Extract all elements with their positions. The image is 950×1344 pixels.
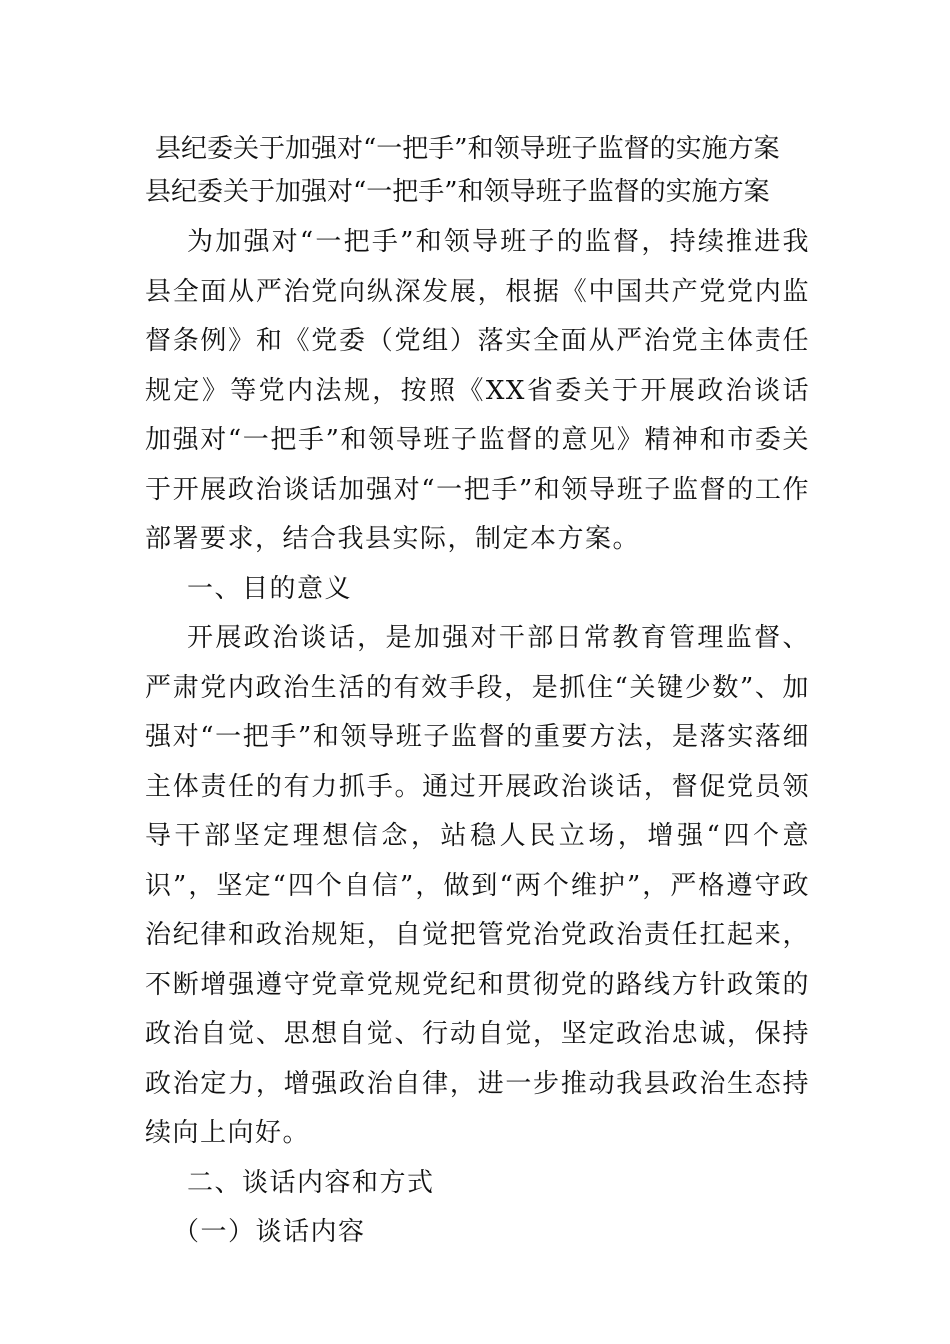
intro-paragraph: 为加强对“一把手”和领导班子的监督，持续推进我县全面从严治党向纵深发展，根据《中国共产党党内监督条例》和《党委（党组）落实全面从严治党主体责任规定》等党内法规，按照《XX省委关于开展政治谈话加强对“一把手”和领导班子监督的意见》精神和市委关于开展政治谈话加强对“一把手”和领导班子监督的工作部署要求，结合我县实际，制定本方案。 <box>145 227 810 554</box>
purpose-paragraph: 开展政治谈话，是加强对干部日常教育管理监督、严肃党内政治生活的有效手段，是抓住“关键少数”、加强对“一把手”和领导班子监督的重要方法，是落实落细主体责任的有力抓手。通过开展政治谈话，督促党员领导干部坚定理想信念，站稳人民立场，增强“四个意识”，坚定“四个自信”，做到“两个维护”，严格遵守政治纪律和政治规矩，自觉把管党治党政治责任扛起来，不断增强遵守党章党规党纪和贯彻党的路线方针政策的政治自觉、思想自觉、行动自觉，坚定政治忠诚，保持政治定力，增强政治自律，进一步推动我县政治生态持续向上向好。 <box>145 623 810 1148</box>
section-heading-purpose: 一、目的意义 <box>187 573 353 604</box>
document-title: 县纪委关于加强对“一把手”和领导班子监督的实施方案 <box>155 134 780 164</box>
section-heading-content-method: 二、谈话内容和方式 <box>187 1167 435 1198</box>
subsection-heading-content: （一）谈话内容 <box>173 1217 366 1247</box>
document-title-repeat: 县纪委关于加强对“一把手”和领导班子监督的实施方案 <box>145 177 770 207</box>
document-content <box>145 128 810 1258</box>
